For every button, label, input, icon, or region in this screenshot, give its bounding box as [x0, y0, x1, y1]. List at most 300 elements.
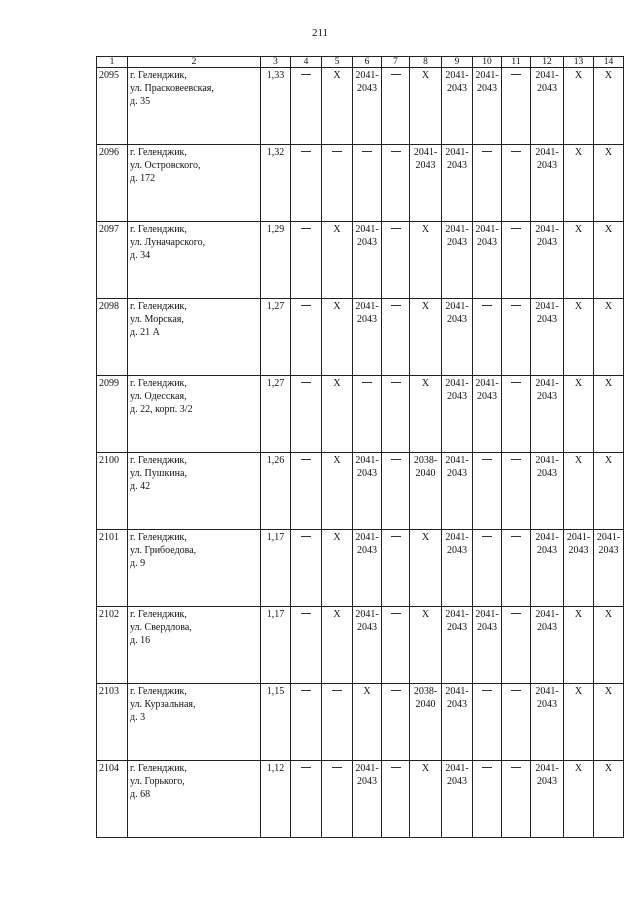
schedule-cell	[291, 530, 322, 607]
schedule-cell	[502, 68, 531, 145]
dash-mark	[301, 613, 311, 614]
schedule-cell	[322, 684, 353, 761]
schedule-cell	[531, 222, 564, 299]
year-range-start: 2041-	[355, 609, 379, 620]
address-line: ул. Горького,	[130, 776, 185, 787]
dash-mark	[301, 382, 311, 383]
dash-mark	[332, 767, 342, 768]
year-range-end: 2043	[357, 83, 377, 94]
dash-mark	[511, 536, 521, 537]
schedule-cell	[473, 299, 502, 376]
dash-mark	[301, 767, 311, 768]
year-range-start: 2041-	[445, 455, 469, 466]
year-range-start: 2041-	[355, 70, 379, 81]
schedule-cell	[531, 607, 564, 684]
column-number-cell: 6	[353, 57, 382, 68]
schedule-cell	[442, 68, 473, 145]
address-cell	[128, 530, 261, 607]
schedule-cell	[291, 684, 322, 761]
dash-mark	[511, 305, 521, 306]
address-line: ул. Пушкина,	[130, 468, 187, 479]
address-line: д. 9	[130, 558, 146, 569]
value-cell: 1,15	[261, 684, 291, 761]
address-line: ул. Островского,	[130, 160, 201, 171]
year-range-start: 2041-	[566, 532, 591, 543]
address-line: ул. Прасковеевская,	[130, 83, 214, 94]
address-line: г. Геленджик,	[130, 763, 187, 774]
year-range-end: 2040	[415, 468, 436, 479]
year-range-start: 2038-	[413, 686, 438, 697]
page-number: 211	[311, 27, 329, 39]
year-range-end: 2043	[537, 699, 557, 710]
value-cell: 1,17	[261, 530, 291, 607]
schedule-cell	[291, 376, 322, 453]
schedule-cell: X	[410, 68, 442, 145]
table-body	[97, 57, 624, 838]
schedule-cell: X	[564, 607, 594, 684]
schedule-cell: X	[410, 222, 442, 299]
dash-mark	[482, 767, 492, 768]
schedule-cell: X	[322, 376, 353, 453]
schedule-cell	[473, 684, 502, 761]
address-line: д. 42	[130, 481, 151, 492]
schedule-cell	[353, 299, 382, 376]
schedule-cell	[442, 684, 473, 761]
schedule-cell	[382, 684, 410, 761]
year-range-start: 2041-	[445, 147, 469, 158]
schedule-cell	[291, 68, 322, 145]
year-range-start: 2041-	[445, 224, 469, 235]
schedule-cell	[322, 761, 353, 838]
year-range-end: 2043	[357, 314, 377, 325]
year-range-end: 2043	[477, 622, 497, 633]
table-row	[97, 68, 624, 145]
schedule-cell	[291, 145, 322, 222]
year-range-end: 2043	[537, 314, 557, 325]
row-number: 2095	[97, 68, 128, 145]
dash-mark	[301, 305, 311, 306]
row-number: 2098	[97, 299, 128, 376]
address-line: д. 34	[130, 250, 151, 261]
year-range-end: 2043	[447, 622, 467, 633]
schedule-cell	[502, 376, 531, 453]
row-number: 2103	[97, 684, 128, 761]
year-range-start: 2041-	[445, 532, 469, 543]
year-range-start: 2041-	[445, 301, 469, 312]
schedule-cell	[531, 299, 564, 376]
table-row	[97, 607, 624, 684]
schedule-cell	[410, 145, 442, 222]
year-range-start: 2041-	[445, 70, 469, 81]
column-number-cell: 2	[128, 57, 261, 68]
table-row	[97, 222, 624, 299]
dash-mark	[482, 151, 492, 152]
schedule-cell: X	[564, 222, 594, 299]
year-range-end: 2043	[447, 468, 467, 479]
schedule-cell	[473, 68, 502, 145]
address-line: г. Геленджик,	[130, 70, 187, 81]
schedule-cell: X	[564, 145, 594, 222]
year-range-start: 2041-	[475, 609, 499, 620]
table-row	[97, 530, 624, 607]
dash-mark	[391, 459, 401, 460]
year-range-start: 2041-	[596, 532, 621, 543]
year-range-end: 2043	[447, 391, 467, 402]
address-line: г. Геленджик,	[130, 224, 187, 235]
address-line: д. 21 А	[130, 327, 160, 338]
schedule-cell	[353, 761, 382, 838]
schedule-cell: X	[322, 222, 353, 299]
schedule-cell	[531, 530, 564, 607]
address-line: д. 3	[130, 712, 146, 723]
schedule-cell	[473, 453, 502, 530]
year-range-start: 2041-	[535, 301, 559, 312]
table-row	[97, 453, 624, 530]
schedule-cell	[442, 222, 473, 299]
schedule-cell: X	[322, 530, 353, 607]
dash-mark	[482, 459, 492, 460]
schedule-cell	[382, 761, 410, 838]
row-number: 2102	[97, 607, 128, 684]
schedule-cell	[291, 607, 322, 684]
year-range-end: 2043	[537, 160, 557, 171]
address-line: д. 172	[130, 173, 156, 184]
dash-mark	[391, 382, 401, 383]
year-range-start: 2041-	[355, 301, 379, 312]
year-range-end: 2043	[477, 237, 497, 248]
schedule-cell	[382, 607, 410, 684]
value-cell: 1,32	[261, 145, 291, 222]
dash-mark	[301, 459, 311, 460]
year-range-start: 2041-	[535, 686, 559, 697]
schedule-cell	[531, 376, 564, 453]
schedule-cell	[531, 453, 564, 530]
address-line: г. Геленджик,	[130, 378, 187, 389]
schedule-cell	[382, 299, 410, 376]
year-range-end: 2043	[357, 545, 377, 556]
schedule-cell: X	[594, 222, 624, 299]
dash-mark	[391, 690, 401, 691]
schedule-cell	[502, 299, 531, 376]
schedule-cell	[531, 761, 564, 838]
schedule-cell: X	[564, 453, 594, 530]
address-line: г. Геленджик,	[130, 686, 187, 697]
dash-mark	[511, 613, 521, 614]
year-range-end: 2043	[415, 160, 436, 171]
column-number-cell: 10	[473, 57, 502, 68]
dash-mark	[511, 151, 521, 152]
schedule-cell: X	[594, 299, 624, 376]
address-line: г. Геленджик,	[130, 532, 187, 543]
schedule-cell	[473, 607, 502, 684]
address-line: ул. Грибоедова,	[130, 545, 197, 556]
address-cell	[128, 299, 261, 376]
schedule-cell	[353, 68, 382, 145]
schedule-cell: X	[594, 684, 624, 761]
schedule-cell: X	[564, 299, 594, 376]
row-number: 2104	[97, 761, 128, 838]
schedule-cell	[502, 530, 531, 607]
schedule-cell	[442, 145, 473, 222]
column-number-cell: 1	[97, 57, 128, 68]
dash-mark	[391, 74, 401, 75]
dash-mark	[511, 767, 521, 768]
column-number-cell: 7	[382, 57, 410, 68]
dash-mark	[511, 690, 521, 691]
value-cell: 1,33	[261, 68, 291, 145]
schedule-cell	[473, 145, 502, 222]
schedule-cell: X	[410, 607, 442, 684]
schedule-cell: X	[594, 607, 624, 684]
year-range-end: 2043	[447, 160, 467, 171]
year-range-start: 2041-	[475, 224, 499, 235]
schedule-cell	[382, 68, 410, 145]
row-number: 2099	[97, 376, 128, 453]
schedule-cell	[564, 530, 594, 607]
row-number: 2101	[97, 530, 128, 607]
year-range-start: 2041-	[535, 609, 559, 620]
dash-mark	[482, 305, 492, 306]
schedule-cell	[502, 684, 531, 761]
year-range-end: 2043	[447, 699, 467, 710]
schedule-cell	[531, 68, 564, 145]
schedule-cell	[353, 530, 382, 607]
year-range-end: 2043	[568, 545, 589, 556]
schedule-cell: X	[564, 684, 594, 761]
year-range-start: 2041-	[535, 378, 559, 389]
schedule-cell	[473, 761, 502, 838]
year-range-end: 2043	[477, 391, 497, 402]
schedule-cell	[410, 453, 442, 530]
schedule-cell: X	[410, 376, 442, 453]
schedule-cell: X	[410, 299, 442, 376]
schedule-cell	[473, 376, 502, 453]
schedule-cell: X	[594, 376, 624, 453]
schedule-cell	[291, 222, 322, 299]
year-range-start: 2041-	[535, 455, 559, 466]
row-number: 2100	[97, 453, 128, 530]
dash-mark	[391, 305, 401, 306]
schedule-cell	[353, 222, 382, 299]
year-range-end: 2043	[537, 622, 557, 633]
year-range-end: 2043	[537, 468, 557, 479]
table-row	[97, 145, 624, 222]
schedule-cell	[442, 607, 473, 684]
column-number-cell: 5	[322, 57, 353, 68]
schedule-cell	[502, 761, 531, 838]
schedule-cell	[473, 222, 502, 299]
dash-mark	[511, 382, 521, 383]
schedule-cell: X	[594, 453, 624, 530]
table-row	[97, 761, 624, 838]
dash-mark	[301, 228, 311, 229]
schedule-cell: X	[594, 145, 624, 222]
column-number-cell: 11	[502, 57, 531, 68]
schedule-cell	[442, 453, 473, 530]
address-cell	[128, 68, 261, 145]
schedule-cell	[291, 453, 322, 530]
address-line: д. 16	[130, 635, 151, 646]
column-number-cell: 4	[291, 57, 322, 68]
row-number: 2097	[97, 222, 128, 299]
year-range-end: 2043	[598, 545, 619, 556]
column-number-row	[97, 57, 624, 68]
address-cell	[128, 684, 261, 761]
year-range-end: 2043	[477, 83, 497, 94]
address-cell	[128, 222, 261, 299]
address-cell	[128, 607, 261, 684]
address-cell	[128, 376, 261, 453]
schedule-cell	[382, 222, 410, 299]
dash-mark	[301, 151, 311, 152]
address-cell	[128, 761, 261, 838]
schedule-cell	[531, 684, 564, 761]
schedule-cell	[442, 761, 473, 838]
address-line: д. 68	[130, 789, 151, 800]
year-range-start: 2041-	[355, 532, 379, 543]
schedule-cell	[473, 530, 502, 607]
value-cell: 1,12	[261, 761, 291, 838]
dash-mark	[362, 151, 372, 152]
value-cell: 1,26	[261, 453, 291, 530]
address-line: ул. Курзальная,	[130, 699, 196, 710]
address-line: д. 22, корп. 3/2	[130, 404, 193, 415]
year-range-start: 2041-	[413, 147, 438, 158]
year-range-end: 2043	[537, 545, 557, 556]
schedule-cell	[502, 145, 531, 222]
column-number-cell: 12	[531, 57, 564, 68]
dash-mark	[391, 613, 401, 614]
year-range-start: 2041-	[535, 532, 559, 543]
year-range-end: 2043	[357, 776, 377, 787]
row-number: 2096	[97, 145, 128, 222]
schedule-cell	[502, 607, 531, 684]
address-line: г. Геленджик,	[130, 609, 187, 620]
year-range-start: 2041-	[355, 455, 379, 466]
year-range-end: 2043	[537, 237, 557, 248]
schedule-cell: X	[594, 68, 624, 145]
column-number-cell: 9	[442, 57, 473, 68]
schedule-cell: X	[410, 761, 442, 838]
dash-mark	[391, 228, 401, 229]
register-table	[96, 56, 624, 838]
year-range-start: 2041-	[475, 378, 499, 389]
schedule-cell	[291, 761, 322, 838]
year-range-end: 2043	[447, 314, 467, 325]
schedule-cell	[594, 530, 624, 607]
schedule-cell	[531, 145, 564, 222]
table-row	[97, 684, 624, 761]
year-range-start: 2041-	[445, 378, 469, 389]
schedule-cell	[502, 222, 531, 299]
value-cell: 1,27	[261, 299, 291, 376]
column-number-cell: 14	[594, 57, 624, 68]
year-range-start: 2041-	[445, 686, 469, 697]
schedule-cell: X	[564, 68, 594, 145]
year-range-start: 2038-	[413, 455, 438, 466]
schedule-cell: X	[410, 530, 442, 607]
dash-mark	[301, 74, 311, 75]
dash-mark	[511, 74, 521, 75]
year-range-start: 2041-	[535, 224, 559, 235]
address-line: г. Геленджик,	[130, 455, 187, 466]
year-range-end: 2043	[447, 545, 467, 556]
year-range-start: 2041-	[535, 70, 559, 81]
column-number-cell: 3	[261, 57, 291, 68]
schedule-cell	[291, 299, 322, 376]
schedule-cell: X	[322, 299, 353, 376]
value-cell: 1,17	[261, 607, 291, 684]
schedule-cell	[382, 145, 410, 222]
schedule-cell	[442, 530, 473, 607]
schedule-cell: X	[564, 761, 594, 838]
value-cell: 1,29	[261, 222, 291, 299]
year-range-end: 2043	[537, 776, 557, 787]
year-range-end: 2043	[357, 468, 377, 479]
dash-mark	[362, 382, 372, 383]
schedule-cell	[382, 530, 410, 607]
schedule-cell: X	[322, 68, 353, 145]
year-range-start: 2041-	[355, 224, 379, 235]
year-range-end: 2043	[537, 83, 557, 94]
schedule-cell: X	[564, 376, 594, 453]
dash-mark	[391, 151, 401, 152]
year-range-end: 2043	[357, 237, 377, 248]
year-range-end: 2043	[447, 776, 467, 787]
dash-mark	[391, 767, 401, 768]
schedule-cell	[442, 299, 473, 376]
dash-mark	[391, 536, 401, 537]
schedule-cell	[353, 376, 382, 453]
dash-mark	[482, 690, 492, 691]
schedule-cell: X	[594, 761, 624, 838]
schedule-cell	[410, 684, 442, 761]
schedule-cell	[502, 453, 531, 530]
address-line: ул. Свердлова,	[130, 622, 192, 633]
table-row	[97, 376, 624, 453]
year-range-start: 2041-	[475, 70, 499, 81]
address-line: г. Геленджик,	[130, 147, 187, 158]
year-range-end: 2043	[447, 83, 467, 94]
year-range-end: 2040	[415, 699, 436, 710]
table-row	[97, 299, 624, 376]
schedule-cell: X	[322, 453, 353, 530]
address-cell	[128, 145, 261, 222]
schedule-cell	[322, 145, 353, 222]
schedule-cell	[353, 145, 382, 222]
dash-mark	[511, 228, 521, 229]
dash-mark	[301, 536, 311, 537]
schedule-cell: X	[353, 684, 382, 761]
schedule-cell	[382, 376, 410, 453]
schedule-cell	[353, 607, 382, 684]
year-range-end: 2043	[537, 391, 557, 402]
year-range-end: 2043	[357, 622, 377, 633]
year-range-start: 2041-	[355, 763, 379, 774]
column-number-cell: 8	[410, 57, 442, 68]
column-number-cell: 13	[564, 57, 594, 68]
dash-mark	[301, 690, 311, 691]
dash-mark	[332, 690, 342, 691]
schedule-cell	[382, 453, 410, 530]
address-line: ул. Одесская,	[130, 391, 187, 402]
schedule-cell	[353, 453, 382, 530]
year-range-start: 2041-	[445, 609, 469, 620]
year-range-start: 2041-	[535, 763, 559, 774]
value-cell: 1,27	[261, 376, 291, 453]
address-line: ул. Морская,	[130, 314, 184, 325]
address-line: ул. Луначарского,	[130, 237, 206, 248]
